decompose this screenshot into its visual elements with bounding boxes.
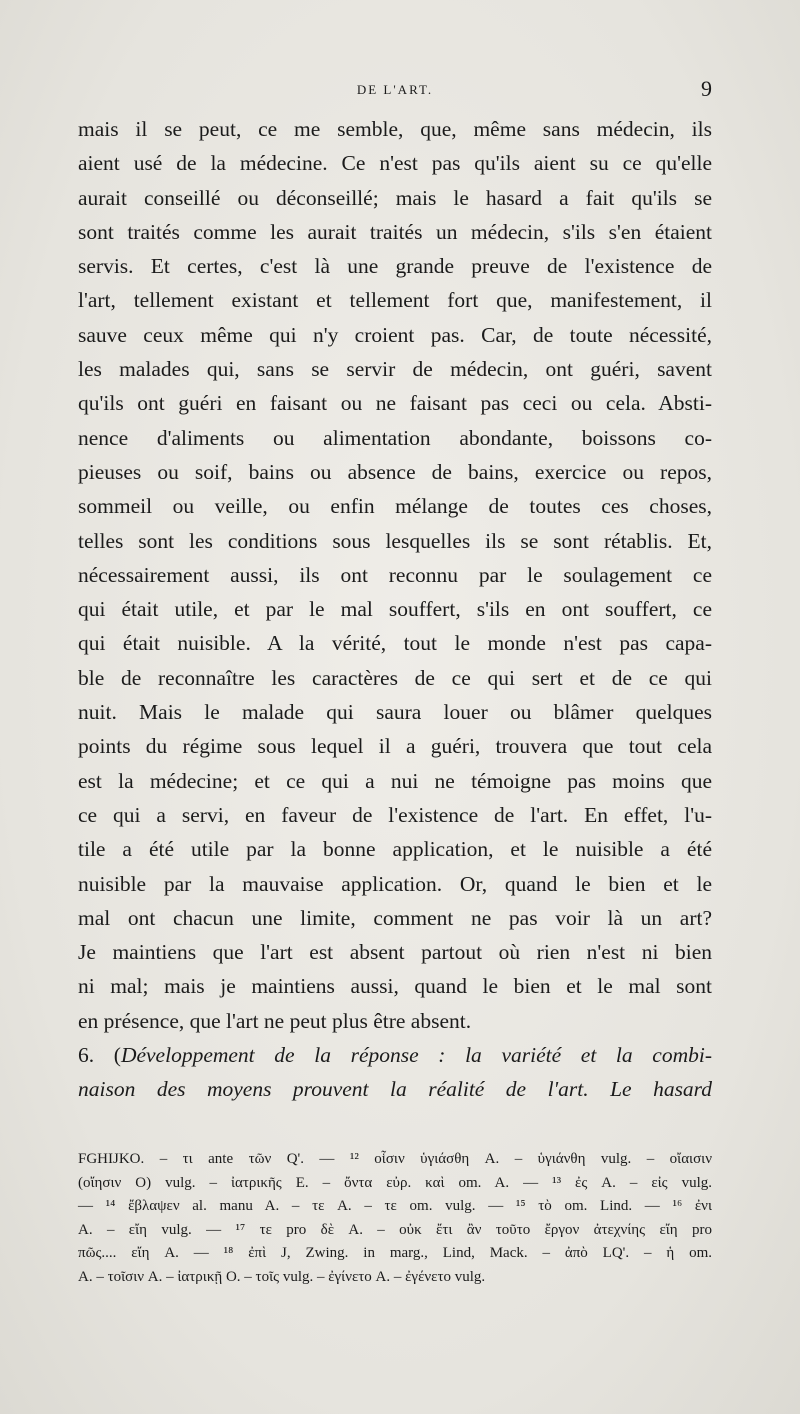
- text-line: ble de reconnaître les caractères de ce qui sert et de ce qui: [78, 665, 712, 690]
- text-line: ni mal; mais je maintiens aussi, quand le bien et le mal sont: [78, 974, 712, 999]
- text-line: ce qui a servi, en faveur de l'existence de l'art. En effet, l'u-: [78, 802, 712, 827]
- note-line: A. – εἴη vulg. — ¹⁷ τε pro δὲ A. – οὐκ ἔτι ἂν τοῦτο ἔργον ἀτεχνίης εἴη pro: [78, 1221, 712, 1238]
- text-line: est la médecine; et ce qui a nui ne témoigne pas moins que: [78, 768, 712, 793]
- note-line: (οἴησιν O) vulg. – ἰατρικῆς E. – ὄντα εὐρ. καὶ om. A. — ¹³ ἐς A. – εἰς vulg.: [78, 1174, 712, 1191]
- running-head: DE L'ART.: [356, 82, 434, 97]
- section-title-part: Développement de la réponse : la variété et la combi-: [120, 1043, 712, 1068]
- critical-apparatus: [78, 1148, 712, 1289]
- note-line: A. – τοῖσιν A. – ἰατρικῇ O. – τοῖς vulg. – ἐγίνετο A. – ἐγένετο vulg.: [78, 1268, 486, 1285]
- main-text: [78, 112, 712, 1107]
- text-line: points du régime sous lequel il a guéri, trouvera que tout cela: [78, 734, 712, 759]
- text-line: qu'ils ont guéri en faisant ou ne faisant pas ceci ou cela. Absti-: [78, 391, 712, 416]
- text-line: sont traités comme les aurait traités un médecin, s'ils s'en étaient: [78, 219, 712, 244]
- note-line: FGHIJKO. – τι ante τῶν Q'. — ¹² οἷσιν ὑγιάσθη A. – ὑγιάνθη vulg. – οἴαισιν: [78, 1151, 712, 1167]
- text-line: sauve ceux même qui n'y croient pas. Car, de toute nécessité,: [78, 322, 712, 347]
- section-title-continuation: naison des moyens prouvent la réalité de l'art. Le hasard: [78, 1077, 712, 1102]
- text-line: Je maintiens que l'art est absent partout où rien n'est ni bien: [78, 940, 712, 965]
- section-number: 6. (: [78, 1043, 121, 1068]
- text-line: nence d'aliments ou alimentation abondante, boissons co-: [78, 425, 712, 450]
- text-line: en présence, que l'art ne peut plus être absent.: [78, 1008, 472, 1033]
- text-line: les malades qui, sans se servir de médecin, ont guéri, savent: [78, 357, 712, 382]
- text-line: qui était nuisible. A la vérité, tout le monde n'est pas capa-: [78, 631, 712, 656]
- text-line: sommeil ou veille, ou enfin mélange de toutes ces choses,: [78, 494, 712, 519]
- text-line: servis. Et certes, c'est là une grande preuve de l'existence de: [78, 254, 712, 279]
- section-6-heading: [78, 1038, 712, 1072]
- note-line: — ¹⁴ ἔβλαψεν al. manu A. – τε A. – τε om. vulg. — ¹⁵ τὸ om. Lind. — ¹⁶ ἐνι: [78, 1198, 712, 1214]
- text-line: tile a été utile par la bonne application, et le nuisible a été: [78, 837, 712, 862]
- text-line: aurait conseillé ou déconseillé; mais le hasard a fait qu'ils se: [78, 185, 712, 210]
- text-line: telles sont les conditions sous lesquelles ils se sont rétablis. Et,: [78, 528, 712, 553]
- text-line: nécessairement aussi, ils ont reconnu par le soulagement ce: [78, 562, 712, 587]
- text-line: nuisible par la mauvaise application. Or, quand le bien et le: [78, 871, 712, 896]
- text-line: qui était utile, et par le mal souffert, s'ils en ont souffert, ce: [78, 597, 712, 622]
- text-line: nuit. Mais le malade qui saura louer ou blâmer quelques: [78, 700, 712, 725]
- text-line: l'art, tellement existant et tellement fort que, manifestement, il: [78, 288, 712, 313]
- note-line: πῶς.... εἴη A. — ¹⁸ ἐπὶ J, Zwing. in marg., Lind, Mack. – ἀπὸ LQ'. – ἡ om.: [78, 1245, 712, 1261]
- text-line: aient usé de la médecine. Ce n'est pas qu'ils aient su ce qu'elle: [78, 151, 712, 176]
- page-header: [78, 76, 712, 106]
- page-number: 9: [701, 76, 712, 101]
- text-line: mais il se peut, ce me semble, que, même sans médecin, ils: [78, 117, 712, 141]
- text-line: mal ont chacun une limite, comment ne pas voir là un art?: [78, 905, 712, 930]
- text-line: pieuses ou soif, bains ou absence de bains, exercice ou repos,: [78, 459, 712, 484]
